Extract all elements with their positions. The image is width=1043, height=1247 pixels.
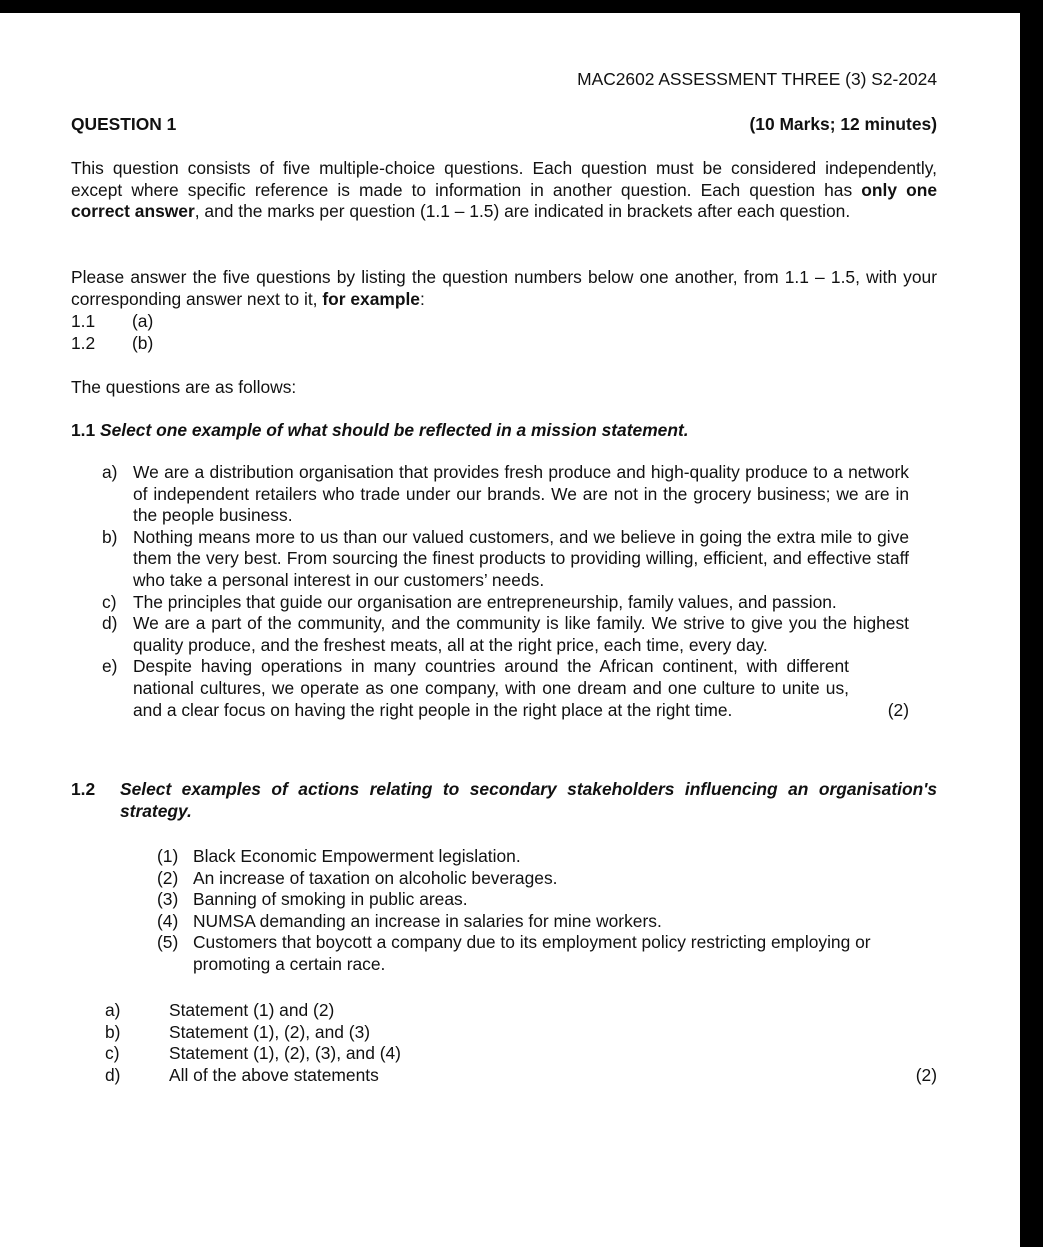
- intro-paragraph-1: This question consists of five multiple-choice questions. Each question must be considered independently, except where specific reference is made to information in another question. Each question has only one correct answer, and the marks per question (1.1 – 1.5) are indicated in brackets after each question.: [71, 158, 937, 222]
- question-1-1-marks: (2): [887, 699, 909, 720]
- choice-b: b) Statement (1), (2), and (3): [105, 1021, 371, 1042]
- choice-c: c) Statement (1), (2), (3), and (4): [105, 1043, 401, 1064]
- question-1-1-options: [102, 462, 909, 721]
- option-b: b) Nothing means more to us than our valued customers, and we believe in going the extra mile to give them the very best. From sourcing the finest products to providing willing, efficient, and effective staff who take a personal interest in our customers’ needs.: [102, 526, 909, 590]
- statement-5: (5) Customers that boycott a company due to its employment policy restricting employing or promoting a certain race.: [157, 932, 871, 974]
- statement-2: (2) An increase of taxation on alcoholic beverages.: [157, 867, 558, 888]
- option-c: c) The principles that guide our organisation are entrepreneurship, family values, and passion.: [102, 591, 837, 612]
- option-a: a) We are a distribution organisation that provides fresh produce and high-quality produce to a network of independent retailers who trade under our brands. We are not in the grocery business; we are in the people business.: [102, 462, 909, 526]
- intro-bold-phrase: only one correct answer: [71, 179, 937, 222]
- statement-1: (1) Black Economic Empowerment legislation.: [157, 846, 521, 866]
- intro-paragraph-2: Please answer the five questions by listing the question numbers below one another, from 1.1 – 1.5, with your corresponding answer next to it, for example:: [71, 267, 937, 309]
- example-bold: for example: [322, 288, 420, 309]
- question-heading: [71, 114, 937, 136]
- statement-3: (3) Banning of smoking in public areas.: [157, 889, 468, 910]
- question-number: 1.2: [71, 779, 96, 799]
- question-1-2-marks: (2): [915, 1064, 937, 1085]
- course-header: MAC2602 ASSESSMENT THREE (3) S2-2024: [577, 69, 937, 89]
- question-marks: (10 Marks; 12 minutes): [749, 114, 937, 134]
- question-1-2-statements: [157, 846, 937, 976]
- question-number: 1.1: [71, 420, 96, 440]
- option-e: e) Despite having operations in many countries around the African continent, with different national cultures, we operate as one company, with one dream and one culture to unite us, and a clear focus on having the right people in the right place at the right time. (2): [102, 656, 909, 720]
- intro-paragraph-3: The questions are as follows:: [71, 377, 297, 397]
- question-title: QUESTION 1: [71, 114, 177, 134]
- question-1-2-choices: [105, 1000, 937, 1086]
- choice-d: d) All of the above statements (2): [105, 1064, 937, 1085]
- example-row: 1.1 (a): [71, 311, 154, 331]
- question-1-1-stem: 1.1 Select one example of what should be reflected in a mission statement.: [71, 420, 689, 440]
- choice-a: a) Statement (1) and (2): [105, 1000, 335, 1020]
- example-row: 1.2 (b): [71, 333, 154, 353]
- document-page: [0, 13, 1020, 1247]
- question-1-2-stem: 1.2 Select examples of actions relating to secondary stakeholders influencing an organisation's strategy.: [71, 779, 937, 821]
- statement-4: (4) NUMSA demanding an increase in salaries for mine workers.: [157, 910, 662, 931]
- option-d: d) We are a part of the community, and the community is like family. We strive to give you the highest quality produce, and the freshest meats, all at the right price, each time, every day.: [102, 613, 909, 655]
